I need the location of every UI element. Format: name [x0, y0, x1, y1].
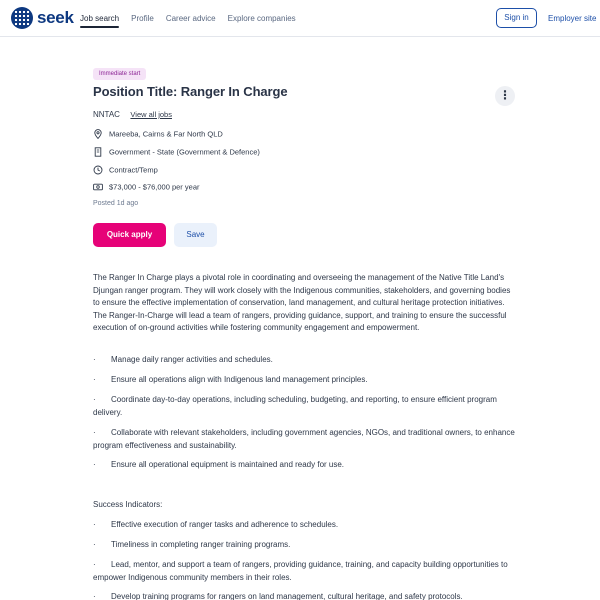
- nav-job-search[interactable]: Job search: [80, 0, 119, 37]
- view-all-jobs-link[interactable]: View all jobs: [130, 110, 172, 119]
- site-header: [0, 0, 600, 37]
- salary-text: $73,000 - $76,000 per year: [109, 182, 200, 192]
- nav-profile[interactable]: Profile: [131, 14, 154, 23]
- success-indicators-heading: Success Indicators:: [93, 500, 163, 509]
- immediate-start-badge: Immediate start: [93, 68, 146, 80]
- list-item-text: Timeliness in completing ranger training programs.: [111, 540, 291, 549]
- nav-explore-companies[interactable]: Explore companies: [227, 14, 296, 23]
- nav-career-advice[interactable]: Career advice: [165, 14, 216, 23]
- money-icon: [93, 183, 103, 191]
- job-classification: [93, 143, 260, 161]
- list-item: · Timeliness in completing ranger training programs.: [93, 539, 518, 552]
- logo-text: seek: [37, 8, 74, 27]
- job-description: The Ranger In Charge plays a pivotal role in coordinating and overseeing the management of the Native Title Land's Djungan ranger program. They will work closely with the Indigenous communities, stakeholders, and governing bodies to ensure the effective implementation of conservation, land management, and cultural heritage protection initiatives. The Ranger-In-Charge will lead a team of rangers, providing guidance, support, and training to ensure the successful execution of on-ground activities while fostering community engagement and empowerment.: [93, 273, 511, 332]
- job-work-type: [93, 161, 158, 179]
- employer-site-link[interactable]: Employer site: [548, 14, 597, 23]
- sign-in-button[interactable]: Sign in: [496, 8, 537, 28]
- list-item: · Manage daily ranger activities and schedules.: [93, 354, 518, 367]
- job-location: [93, 125, 223, 143]
- more-vertical-icon: ⋮: [499, 88, 511, 102]
- list-item: · Ensure all operations align with Indigenous land management principles.: [93, 374, 518, 387]
- save-button[interactable]: Save: [174, 223, 217, 247]
- job-title: Position Title: Ranger In Charge: [93, 84, 288, 99]
- quick-apply-button[interactable]: Quick apply: [93, 223, 166, 247]
- clock-icon: [93, 165, 103, 175]
- list-item: · Coordinate day-to-day operations, including scheduling, budgeting, and reporting, to ensure efficient program delivery.: [93, 394, 518, 419]
- main-nav: [80, 0, 308, 37]
- company-name: NNTAC: [93, 110, 120, 119]
- list-item: · Effective execution of ranger tasks and adherence to schedules.: [93, 519, 518, 532]
- list-item: · Ensure all operational equipment is maintained and ready for use.: [93, 459, 518, 472]
- list-item-text: Manage daily ranger activities and schedules.: [111, 355, 273, 364]
- list-item-text: Ensure all operations align with Indigenous land management principles.: [111, 375, 368, 384]
- seek-logo[interactable]: [11, 7, 74, 29]
- list-item-text: Ensure all operational equipment is maintained and ready for use.: [111, 460, 345, 469]
- list-item: · Develop training programs for rangers on land management, cultural heritage, and safety protocols.: [93, 591, 518, 600]
- more-options-button[interactable]: [495, 86, 515, 106]
- seek-logo-icon: [11, 7, 33, 29]
- list-item-text: Effective execution of ranger tasks and adherence to schedules.: [111, 520, 339, 529]
- building-icon: [93, 147, 103, 157]
- work-type-text: Contract/Temp: [109, 165, 158, 175]
- list-item-text: Coordinate day-to-day operations, including scheduling, budgeting, and reporting, to ensure efficient program delivery.: [93, 395, 497, 417]
- location-text[interactable]: Mareeba, Cairns & Far North QLD: [109, 129, 223, 139]
- list-item-text: Develop training programs for rangers on land management, cultural heritage, and safety protocols.: [111, 592, 463, 600]
- list-item: · Collaborate with relevant stakeholders, including government agencies, NGOs, and traditional owners, to enhance program effectiveness and sustainability.: [93, 427, 518, 452]
- classification-text[interactable]: Government - State (Government & Defence): [109, 147, 260, 157]
- list-item-text: Collaborate with relevant stakeholders, including government agencies, NGOs, and traditional owners, to enhance program effectiveness and sustainability.: [93, 428, 515, 450]
- posted-date: Posted 1d ago: [93, 200, 139, 207]
- list-item-text: Lead, mentor, and support a team of rangers, providing guidance, training, and capacity building opportunities to empower Indigenous community members in their roles.: [93, 560, 508, 582]
- company-row: [93, 104, 172, 122]
- list-item: · Lead, mentor, and support a team of rangers, providing guidance, training, and capacity building opportunities to empower Indigenous community members in their roles.: [93, 559, 518, 584]
- job-salary: [93, 178, 199, 196]
- location-pin-icon: [93, 129, 103, 139]
